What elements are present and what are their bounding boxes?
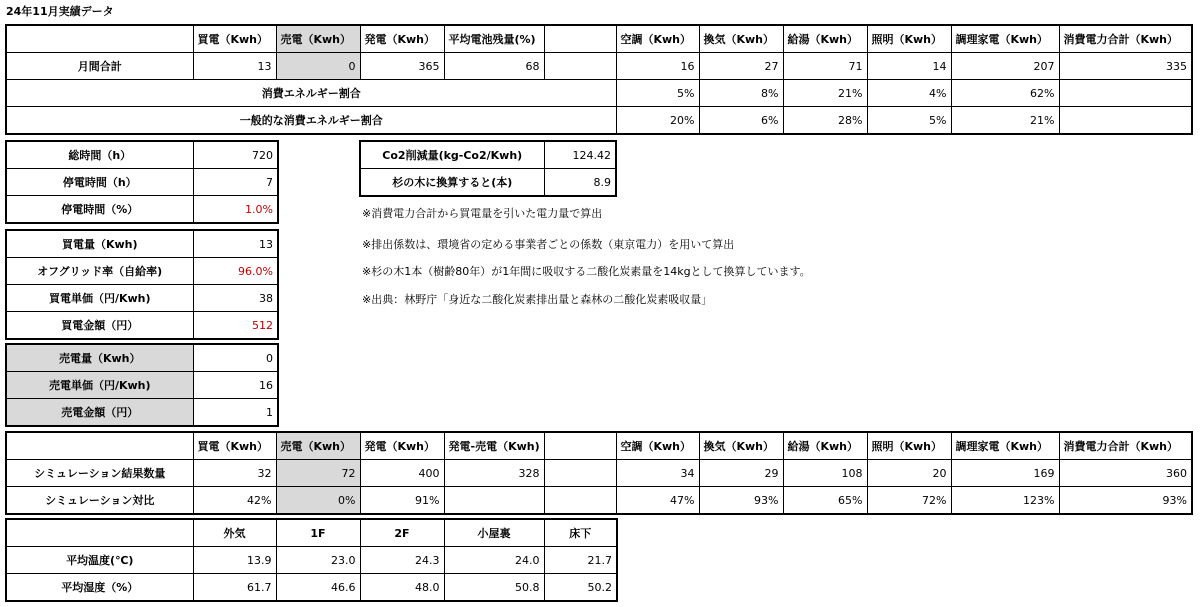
cell: 13.9 [193,547,276,574]
cell [1059,107,1192,135]
cell [544,487,616,515]
simulation-header-row [6,432,1192,460]
table-row [6,344,278,372]
cell: 0 [276,53,360,80]
row-label: オフグリッド率（自給率) [6,258,193,285]
header-blank [544,25,616,53]
row-label: 売電量（Kwh） [6,344,193,372]
cell: 4% [867,80,951,107]
simulation-compare-row [6,487,1192,515]
row-label: 杉の木に換算すると(本) [360,169,544,197]
header-generate: 発電（Kwh） [360,25,444,53]
cell: 24.0 [444,547,544,574]
cell: 6% [699,107,783,135]
row-label: 買電単価（円/Kwh) [6,285,193,312]
header-aircon: 空調（Kwh） [616,25,699,53]
row-label: 売電金額（円） [6,399,193,427]
row-label: 消費エネルギー割合 [6,80,616,107]
cell: 0 [193,344,278,372]
cell: 93% [699,487,783,515]
cell: 1 [193,399,278,427]
cell [544,460,616,487]
header-cooking: 調理家電（Kwh） [951,25,1059,53]
cell: 5% [867,107,951,135]
header-total: 消費電力合計（Kwh） [1059,432,1192,460]
header-sell: 売電（Kwh） [276,432,360,460]
monthly-general-row [6,107,1192,135]
row-label: Co2削減量(kg-Co2/Kwh) [360,141,544,169]
cell: 47% [616,487,699,515]
table-row [6,399,278,427]
row-label: 平均湿度（%） [6,574,193,602]
cell: 13 [193,230,278,258]
table-row [6,230,278,258]
cell: 13 [193,53,276,80]
cell [1059,80,1192,107]
cell: 7 [193,169,278,196]
cell: 207 [951,53,1059,80]
row-label: 平均温度(℃) [6,547,193,574]
cell: 1.0% [193,196,278,224]
table-row [360,141,616,169]
cell [544,53,616,80]
monthly-header-row [6,25,1192,53]
cell: 96.0% [193,258,278,285]
cell: 48.0 [360,574,444,602]
note: ※杉の木1本（樹齢80年）が1年間に吸収する二酸化炭素量を14kgとして換算しています。 [362,265,811,278]
cell: 169 [951,460,1059,487]
cell: 21.7 [544,547,617,574]
cell: 42% [193,487,276,515]
header-ventilation: 換気（Kwh） [699,432,783,460]
cell: 108 [783,460,867,487]
cell: 72 [276,460,360,487]
header-lighting: 照明（Kwh） [867,25,951,53]
cell: 61.7 [193,574,276,602]
header-hotwater: 給湯（Kwh） [783,25,867,53]
simulation-result-row [6,460,1192,487]
cell: 512 [193,312,278,340]
cell: 365 [360,53,444,80]
cell: 72% [867,487,951,515]
header-outdoor: 外気 [193,519,276,547]
cell: 65% [783,487,867,515]
table-row [6,285,278,312]
row-label: 買電金額（円） [6,312,193,340]
cell: 23.0 [276,547,360,574]
cell: 8.9 [544,169,616,197]
header-generate: 発電（Kwh） [360,432,444,460]
table-row [360,169,616,197]
row-label: 停電時間（h） [6,169,193,196]
cell: 50.2 [544,574,617,602]
table-row [6,196,278,224]
cell: 328 [444,460,544,487]
header-lighting: 照明（Kwh） [867,432,951,460]
note: ※消費電力合計から買電量を引いた電力量で算出 [362,207,603,220]
table-row [6,258,278,285]
row-label: 停電時間（%） [6,196,193,224]
header-ventilation: 換気（Kwh） [699,25,783,53]
cell: 123% [951,487,1059,515]
row-label: 買電量（Kwh) [6,230,193,258]
cell: 46.6 [276,574,360,602]
header-cooking: 調理家電（Kwh） [951,432,1059,460]
table-row [6,141,278,169]
sell-table [5,343,279,427]
cell: 0% [276,487,360,515]
cell: 29 [699,460,783,487]
header-sell: 売電（Kwh） [276,25,360,53]
header-battery: 平均電池残量(%) [444,25,544,53]
cell: 16 [193,372,278,399]
time-table [5,140,279,224]
cell: 124.42 [544,141,616,169]
monthly-table [5,24,1193,135]
temperature-table [5,518,618,602]
row-label: 売電単価（円/Kwh) [6,372,193,399]
cell: 91% [360,487,444,515]
note: ※出典：林野庁「身近な二酸化炭素排出量と森林の二酸化炭素吸収量」 [362,293,713,306]
cell: 20 [867,460,951,487]
table-row [6,372,278,399]
cell: 21% [783,80,867,107]
table-row [6,169,278,196]
cell: 24.3 [360,547,444,574]
row-label: 一般的な消費エネルギー割合 [6,107,616,135]
header-buy: 買電（Kwh） [193,25,276,53]
row-label: 総時間（h） [6,141,193,169]
row-label: シミュレーション結果数量 [6,460,193,487]
header-underfloor: 床下 [544,519,617,547]
cell: 68 [444,53,544,80]
co2-table [359,140,617,197]
header-buy: 買電（Kwh） [193,432,276,460]
cell: 50.8 [444,574,544,602]
simulation-table [5,431,1193,515]
cell: 5% [616,80,699,107]
table-row [6,312,278,340]
cell [444,487,544,515]
cell: 71 [783,53,867,80]
temperature-header-row [6,519,617,547]
header-hotwater: 給湯（Kwh） [783,432,867,460]
cell: 62% [951,80,1059,107]
page-title: 24年11月実績データ [6,5,114,18]
cell: 34 [616,460,699,487]
row-label: 月間合計 [6,53,193,80]
cell: 93% [1059,487,1192,515]
header-1f: 1F [276,519,360,547]
header-attic: 小屋裏 [444,519,544,547]
header-blank [544,432,616,460]
header-gen-minus-sell: 発電-売電（Kwh) [444,432,544,460]
header-total: 消費電力合計（Kwh） [1059,25,1192,53]
cell: 20% [616,107,699,135]
header-2f: 2F [360,519,444,547]
cell: 400 [360,460,444,487]
header-aircon: 空調（Kwh） [616,432,699,460]
cell: 32 [193,460,276,487]
note: ※排出係数は、環境省の定める事業者ごとの係数（東京電力）を用いて算出 [362,238,735,251]
buy-table [5,229,279,340]
cell: 720 [193,141,278,169]
cell: 8% [699,80,783,107]
monthly-share-row [6,80,1192,107]
row-label: シミュレーション対比 [6,487,193,515]
table-row [6,574,617,602]
cell: 38 [193,285,278,312]
cell: 27 [699,53,783,80]
cell: 28% [783,107,867,135]
cell: 16 [616,53,699,80]
cell: 360 [1059,460,1192,487]
cell: 335 [1059,53,1192,80]
cell: 21% [951,107,1059,135]
table-row [6,547,617,574]
monthly-total-row [6,53,1192,80]
cell: 14 [867,53,951,80]
